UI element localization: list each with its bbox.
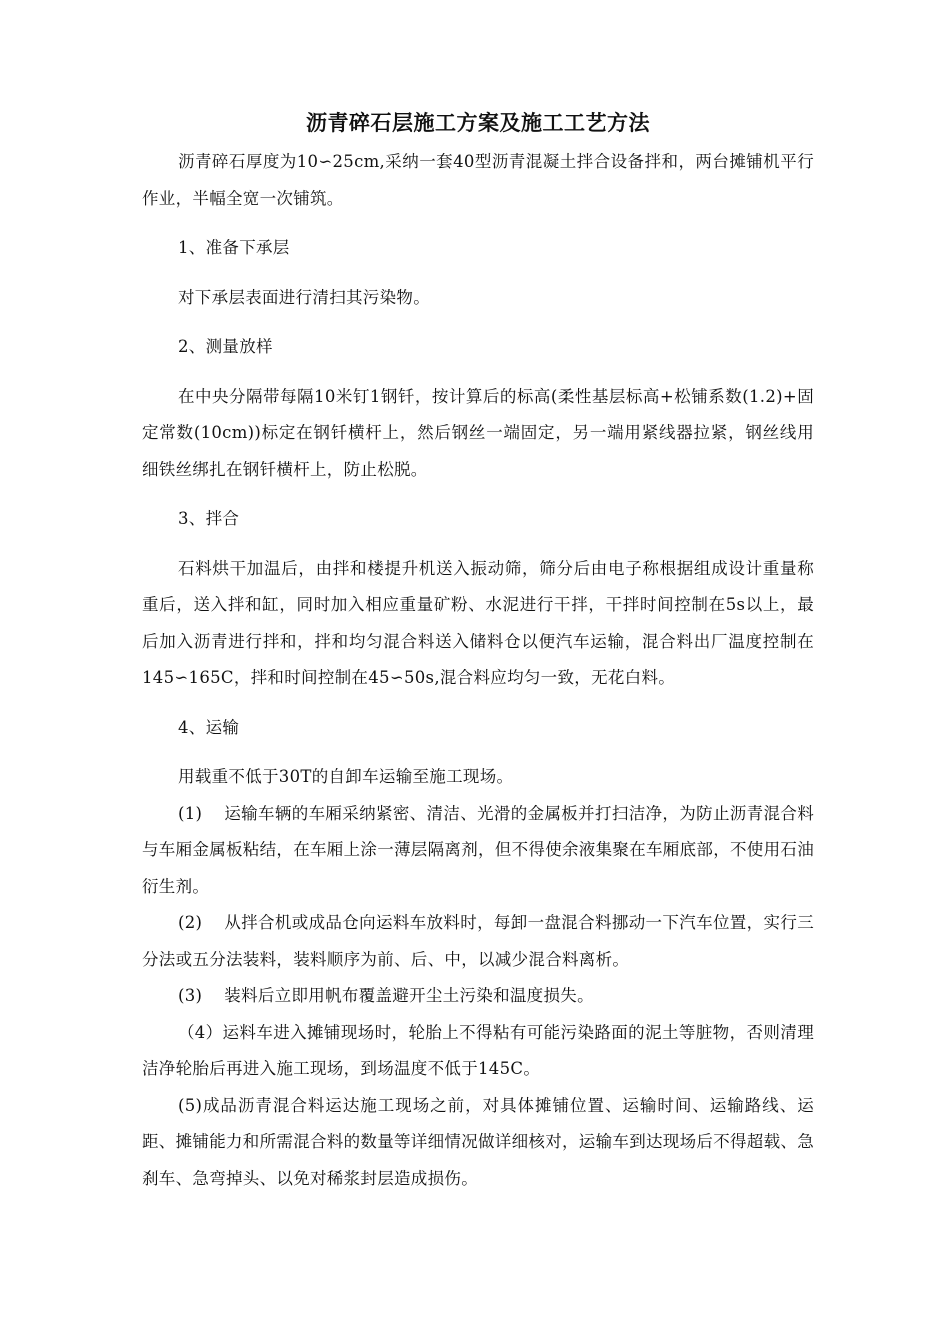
list-item-number: (3) [178,986,203,1005]
section-heading-1: 1、准备下承层 [178,238,290,257]
list-item-text: 成品沥青混合料运达施工现场之前，对具体摊铺位置、运输时间、运输路线、运距、摊铺能力和所需混合料的数量等详细情况做详细核对，运输车到达现场后不得超载、急刹车、急弯掉头、以免对稀浆封层造成损伤。 [142,1095,814,1188]
list-item [142,1015,814,1088]
section-body-2: 在中央分隔带每隔10米钉1钢钎，按计算后的标高(柔性基层标高+松铺系数(1.2)+固定常数(10cm))标定在钢钎横杆上，然后钢丝一端固定，另一端用紧线器拉紧，钢丝线用细铁丝绑扎在钢钎横杆上，防止松脱。 [142,386,814,479]
section-heading-4: 4、运输 [178,717,240,737]
list-item-number: (2) [178,913,203,932]
list-item-text: 运输车辆的车厢采纳紧密、清洁、光滑的金属板并打扫洁净，为防止沥青混合料与车厢金属板粘结，在车厢上涂一薄层隔离剂，但不得使余液集聚在车厢底部，不使用石油衍生剂。 [142,803,814,896]
section-body-4: 用载重不低于30T的自卸车运输至施工现场。 [178,767,514,786]
intro-paragraph: 沥青碎石厚度为10∽25cm,采纳一套40型沥青混凝土拌合设备拌和，两台摊铺机平行作业，半幅全宽一次铺筑。 [142,152,814,208]
list-item [142,905,814,978]
list-item [142,796,814,906]
list-item-text: 装料后立即用帆布覆盖避开尘土污染和温度损失。 [224,986,594,1005]
list-item-number: (1) [178,803,203,823]
list-item [142,1088,814,1198]
section-body-1: 对下承层表面进行清扫其污染物。 [178,287,430,307]
section-heading-3: 3、拌合 [178,509,240,528]
document-page [142,108,814,1288]
section-heading-2: 2、测量放样 [178,337,273,356]
list-item-number: （4） [178,1022,223,1042]
section-body-3: 石料烘干加温后，由拌和楼提升机送入振动筛，筛分后由电子称根据组成设计重量称重后，送入拌和缸，同时加入相应重量矿粉、水泥进行干拌，干拌时间控制在5s以上，最后加入沥青进行拌和，拌和均匀混合料送入储料仓以便汽车运输，混合料出厂温度控制在145∽165C，拌和时间控制在45∽50s,混合料应均匀一致，无花白料。 [142,558,814,687]
document-title: 沥青碎石层施工方案及施工工艺方法 [306,110,650,135]
list-item-text: 从拌合机或成品仓向运料车放料时，每卸一盘混合料挪动一下汽车位置，实行三分法或五分法装料，装料顺序为前、后、中，以减少混合料离析。 [142,913,814,969]
list-item-text: 运料车进入摊铺现场时，轮胎上不得粘有可能污染路面的泥土等脏物，否则清理洁净轮胎后再进入施工现场，到场温度不低于145C。 [142,1022,814,1078]
list-item-number: (5) [178,1095,203,1115]
list-item [142,978,814,1015]
